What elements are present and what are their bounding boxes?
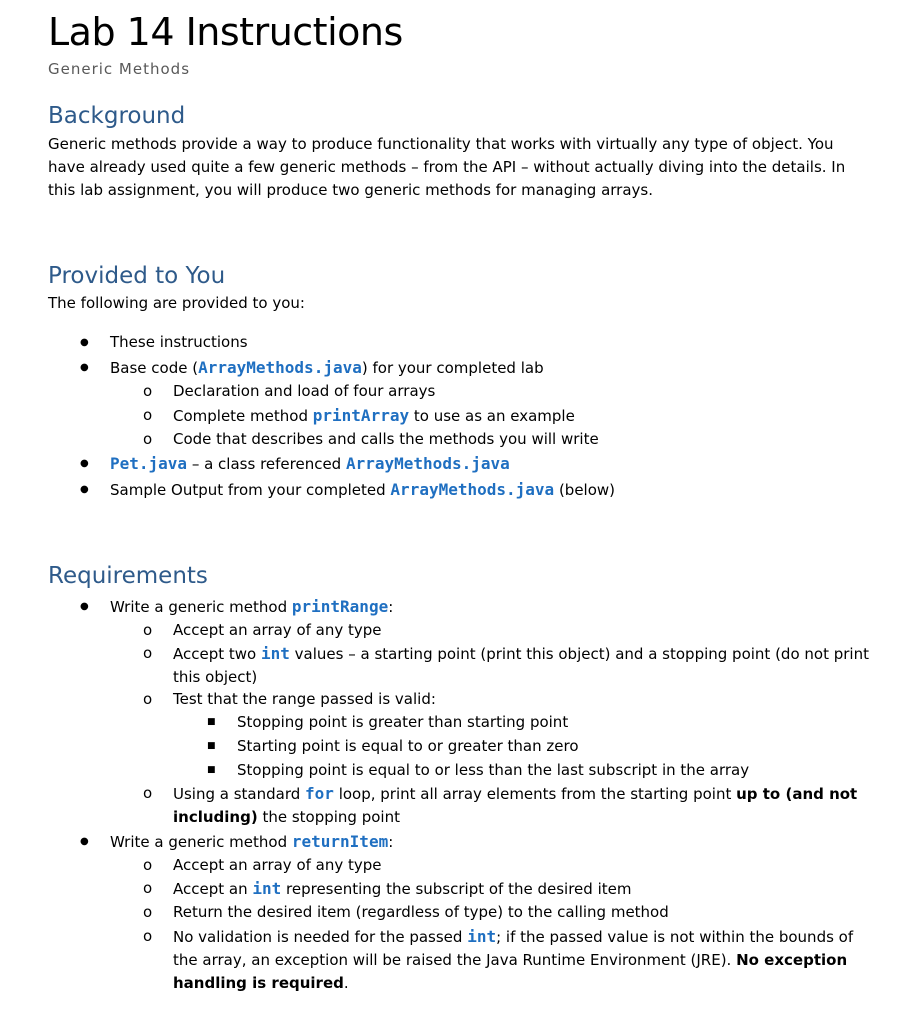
list-item: o Accept an array of any type	[173, 854, 878, 877]
list-item: ● These instructions	[110, 331, 880, 354]
list-item: o Complete method printArray to use as an example	[173, 404, 878, 428]
list-item: o Accept an int representing the subscript of the desired item	[173, 877, 878, 901]
requirements-heading: Requirements	[48, 563, 208, 589]
page-subtitle: Generic Methods	[48, 60, 191, 78]
list-item: o No validation is needed for the passed int; if the passed value is not within the bounds of the array, an exception will be raised the Java Runtime Environment (JRE). No exception handling is required.	[173, 925, 878, 995]
list-item: ■ Stopping point is equal to or less than the last subscript in the array	[237, 759, 877, 782]
list-item: ● Base code (ArrayMethods.java) for your completed lab	[110, 356, 880, 380]
list-item: ● Write a generic method printRange:	[110, 595, 880, 619]
list-item: o Declaration and load of four arrays	[173, 380, 878, 403]
provided-heading: Provided to You	[48, 263, 226, 289]
background-heading: Background	[48, 103, 186, 129]
list-item: o Return the desired item (regardless of type) to the calling method	[173, 901, 878, 924]
background-paragraph: Generic methods provide a way to produce functionality that works with virtually any type of object. You have already used quite a few generic methods – from the API – without actually diving into the details. In this lab assignment, you will produce two generic methods for managing arrays.	[48, 135, 846, 199]
provided-intro: The following are provided to you:	[48, 294, 305, 312]
list-item: ● Write a generic method returnItem:	[110, 830, 880, 854]
page-title: Lab 14 Instructions	[48, 10, 403, 54]
list-item: ● Pet.java – a class referenced ArrayMethods.java	[110, 452, 880, 476]
list-item: ● Sample Output from your completed ArrayMethods.java (below)	[110, 478, 880, 502]
list-item: o Test that the range passed is valid:	[173, 688, 878, 711]
list-item: ■ Starting point is equal to or greater than zero	[237, 735, 877, 758]
list-item: o Accept an array of any type	[173, 619, 878, 642]
list-item: o Using a standard for loop, print all array elements from the starting point up to (and not including) the stopping point	[173, 782, 878, 829]
list-item: o Code that describes and calls the methods you will write	[173, 428, 878, 451]
list-item: ■ Stopping point is greater than starting point	[237, 711, 877, 734]
list-item: o Accept two int values – a starting point (print this object) and a stopping point (do not print this object)	[173, 642, 878, 689]
